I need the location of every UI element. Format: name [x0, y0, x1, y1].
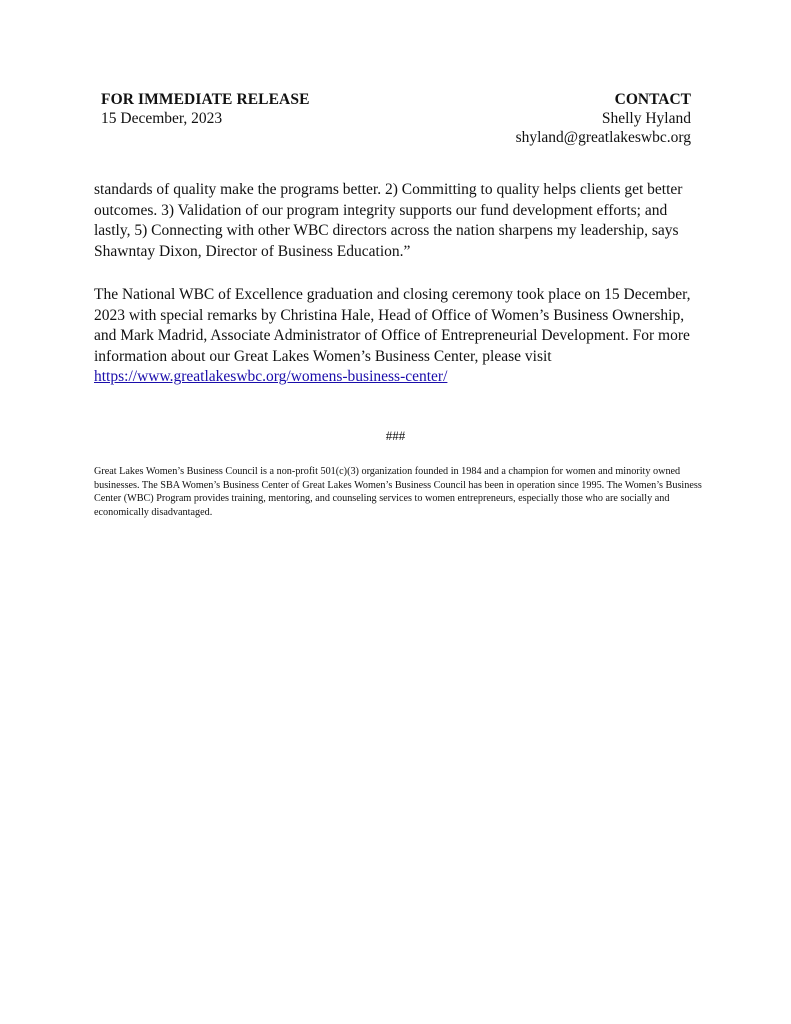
body-paragraph-1: standards of quality make the programs better. 2) Committing to quality helps clients get better outcomes. 3) Validation of our program integrity supports our fund development efforts; and lastly, 5) Connecting with other WBC directors across the nation sharpens my leadership, says Shawntay Dixon, Director of Business Education.” — [94, 181, 683, 260]
contact-name: Shelly Hyland — [601, 110, 691, 127]
contact-header — [516, 90, 691, 147]
release-date: 15 December, 2023 — [101, 110, 223, 127]
end-marker: ### — [385, 428, 406, 443]
release-header — [101, 90, 310, 128]
boilerplate-footer: Great Lakes Women’s Business Council is a non-profit 501(c)(3) organization founded in 1984 and a champion for women and minority owned businesses. The SBA Women’s Business Center of Great Lakes Women’s Business Council has been in operation since 1995. The Women’s Business Center (WBC) Program provides training, mentoring, and counseling services to women entrepreneurs, especially those who are socially and economically disadvantaged. — [94, 466, 702, 518]
contact-email: shyland@greatlakeswbc.org — [515, 129, 691, 146]
womens-business-center-link[interactable]: https://www.greatlakeswbc.org/womens-business-center/ — [94, 368, 448, 386]
body-paragraph-2 — [94, 285, 704, 388]
body-paragraph-2-text: The National WBC of Excellence graduation and closing ceremony took place on 15 December, 2023 with special remarks by Christina Hale, Head of Office of Women’s Business Ownership, and Mark Madrid, Associate Administrator of Office of Entrepreneurial Development. For more information about our Great Lakes Women’s Business Center, please visit — [94, 286, 691, 365]
release-label: FOR IMMEDIATE RELEASE — [101, 91, 310, 108]
contact-label: CONTACT — [614, 91, 691, 108]
